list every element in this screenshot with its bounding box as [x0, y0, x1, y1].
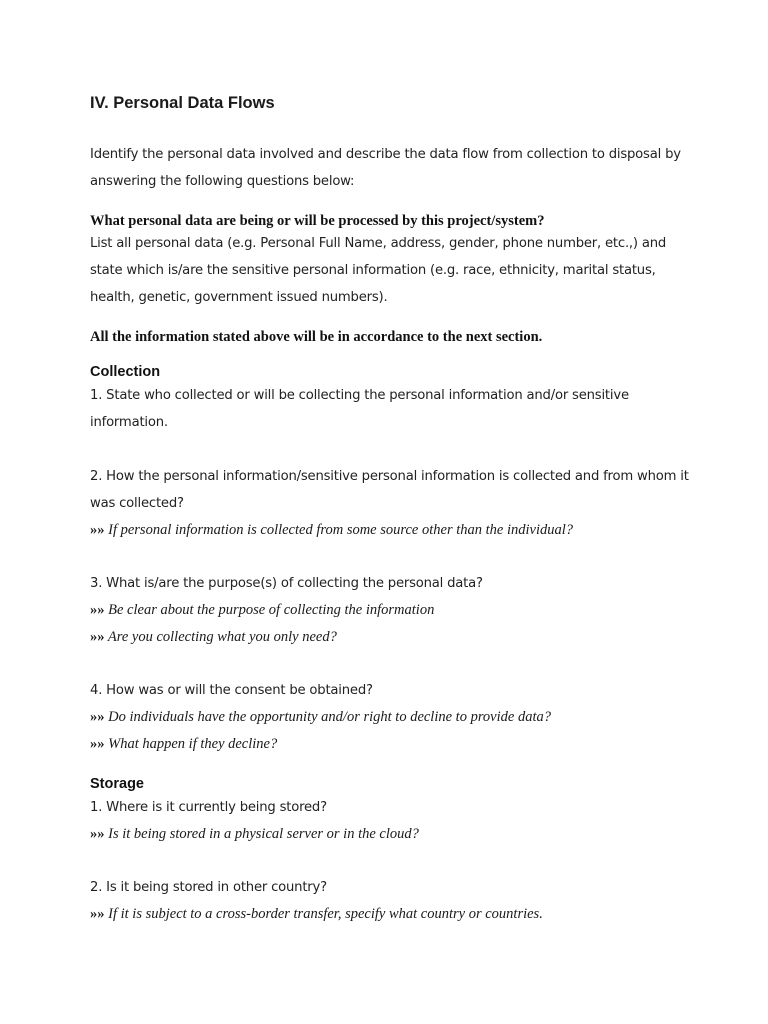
- collection-question-3-hint-1: [90, 597, 690, 624]
- hint-text: What happen if they decline?: [108, 736, 278, 752]
- collection-question-4-hint-1: [90, 704, 690, 731]
- storage-question-1-hint-1: [90, 821, 690, 848]
- hint-marker: »»: [90, 906, 105, 922]
- hint-marker: »»: [90, 602, 105, 618]
- collection-question-3: 3. What is/are the purpose(s) of collecting the personal data?: [90, 576, 483, 591]
- storage-question-2: 2. Is it being stored in other country?: [90, 880, 327, 895]
- collection-heading: Collection: [90, 364, 161, 380]
- storage-question-1: 1. Where is it currently being stored?: [90, 800, 327, 815]
- question-main-body: List all personal data (e.g. Personal Full Name, address, gender, phone number, etc.,) and state which is/are the sensitive personal information (e.g. race, ethnicity, marital status, health, genetic, government issued numbers).: [90, 236, 667, 305]
- hint-text: Are you collecting what you only need?: [107, 629, 337, 645]
- collection-question-2-hint-1: [90, 517, 690, 544]
- hint-text: Do individuals have the opportunity and/or right to decline to provide data?: [108, 709, 551, 725]
- intro-paragraph: Identify the personal data involved and describe the data flow from collection to disposal by answering the following questions below:: [90, 147, 681, 189]
- collection-question-3-hint-2: [90, 624, 690, 651]
- question-main: What personal data are being or will be processed by this project/system?: [90, 213, 545, 229]
- storage-question-2-hint-1: [90, 901, 690, 928]
- collection-question-1: 1. State who collected or will be collecting the personal information and/or sensitive information.: [90, 388, 629, 430]
- hint-marker: »»: [90, 736, 105, 752]
- hint-text: Be clear about the purpose of collecting the information: [108, 602, 435, 618]
- hint-text: Is it being stored in a physical server or in the cloud?: [108, 826, 419, 842]
- storage-heading: Storage: [90, 776, 144, 792]
- hint-marker: »»: [90, 826, 105, 842]
- collection-question-4: 4. How was or will the consent be obtained?: [90, 683, 373, 698]
- collection-question-2: 2. How the personal information/sensitive personal information is collected and from whom it was collected?: [90, 469, 689, 511]
- accordance-note: All the information stated above will be in accordance to the next section.: [90, 329, 543, 345]
- collection-question-4-hint-2: [90, 731, 690, 758]
- page-title: IV. Personal Data Flows: [90, 94, 275, 112]
- hint-marker: »»: [90, 522, 105, 538]
- hint-text: If personal information is collected from some source other than the individual?: [108, 522, 574, 538]
- hint-marker: »»: [90, 629, 105, 645]
- hint-marker: »»: [90, 709, 105, 725]
- hint-text: If it is subject to a cross-border transfer, specify what country or countries.: [108, 906, 543, 922]
